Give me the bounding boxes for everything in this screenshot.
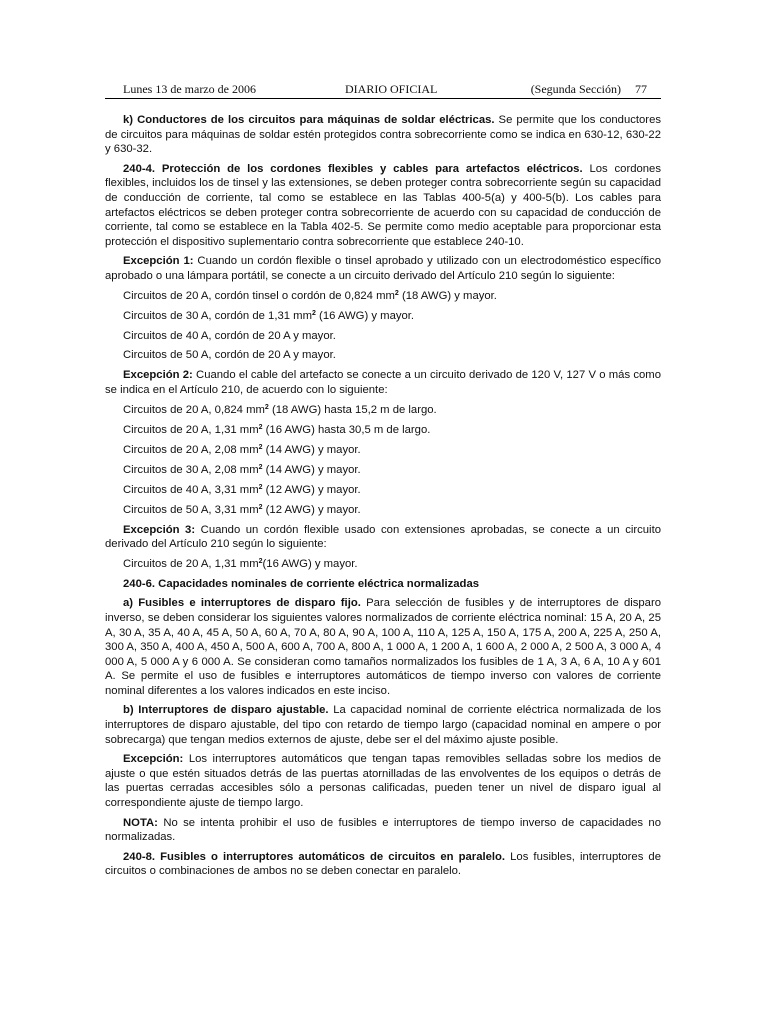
item-text-suffix: (16 AWG) y mayor. xyxy=(262,557,358,570)
item-text-suffix: (18 AWG) y mayor. xyxy=(398,289,497,302)
page-header xyxy=(105,82,661,99)
item-text: Circuitos de 20 A, 2,08 mm xyxy=(123,443,259,456)
item-text: Circuitos de 50 A, cordón de 20 A y mayor. xyxy=(123,349,336,362)
item-text-suffix: (12 AWG) y mayor. xyxy=(262,483,361,496)
paragraph-b-text: La capacidad nominal de corriente eléctrica normalizada de los interruptores de disparo ajustable, del tipo con retardo de tiempo largo (capacidad nominal en ampere o por sobrecarga) que tengan medios externos de ajuste, debe ser el del máximo ajuste posible. xyxy=(105,704,661,746)
paragraph-240-8 xyxy=(105,850,661,879)
item-superscript: 2 xyxy=(264,403,269,411)
item-text-suffix: (16 AWG) y mayor. xyxy=(315,309,415,322)
item-text-suffix: (12 AWG) y mayor. xyxy=(262,503,361,516)
item-superscript: 2 xyxy=(258,463,263,471)
exception-1-label: Excepción 1: xyxy=(123,255,194,268)
paragraph-b xyxy=(105,703,661,747)
item-text: Circuitos de 40 A, cordón de 20 A y mayor. xyxy=(123,329,336,342)
list-item xyxy=(105,348,661,363)
note xyxy=(105,816,661,845)
paragraph-a-text: Para selección de fusibles y de interruptores de disparo inverso, se deben considerar los siguientes valores normalizados de corriente eléctrica nominal: 15 A, 20 A, 25 A, 30 A, 35 A, 40 A, 45 A, 50 A, 60 A, 70 A, 80 A, 90 A, 100 A, 110 A, 125 A, 150 A, 175 A, 200 A, 225 A, 250 A, 300 A, 350 A, 400 A, 450 A, 500 A, 600 A, 700 A, 800 A, 1 000 A, 1 200 A, 1 600 A, 2 000 A, 2 500 A, 3 000 A, 4 000 A, 5 000 A y 6 000 A. Se consideran como tamaños normalizados los fusibles de 1 A, 3 A, 6 A, 10 A y 601 A. Se permite el uso de fusibles e interruptores automáticos de tiempo inverso con valores de corriente nominal diferentes a los valores indicados en este inciso. xyxy=(105,597,662,697)
paragraph-240-4-heading: 240-4. Protección de los cordones flexibles y cables para artefactos eléctricos. xyxy=(123,162,583,175)
item-superscript: 2 xyxy=(312,309,316,317)
paragraph-a-heading: a) Fusibles e interruptores de disparo fijo. xyxy=(123,597,361,610)
section-240-6-heading xyxy=(105,577,661,592)
item-text: Circuitos de 20 A, 1,31 mm xyxy=(123,557,259,570)
note-text: No se intenta prohibir el uso de fusibles e interruptores de tiempo inverso de capacidades no normalizadas. xyxy=(105,816,661,844)
paragraph-k-text: Se permite que los conductores de circuitos para máquinas de soldar estén protegidos contra sobrecorriente como se indica en 630-12, 630-22 y 630-32. xyxy=(105,114,661,156)
list-item xyxy=(105,423,661,438)
item-text: Circuitos de 20 A, 1,31 mm xyxy=(123,423,259,436)
exception-3 xyxy=(105,523,661,552)
item-text-suffix: (18 AWG) hasta 15,2 m de largo. xyxy=(268,403,437,416)
document-page xyxy=(105,82,661,884)
header-section: (Segunda Sección) xyxy=(530,82,621,96)
list-item xyxy=(105,483,661,498)
header-publication: DIARIO OFICIAL xyxy=(345,82,438,96)
item-text-suffix: (14 AWG) y mayor. xyxy=(262,463,361,476)
item-text: Circuitos de 30 A, 2,08 mm xyxy=(123,463,259,476)
item-text: Circuitos de 30 A, cordón de 1,31 mm xyxy=(123,309,313,322)
exception-b xyxy=(105,752,661,810)
exception-2 xyxy=(105,368,661,397)
exception-1-text: Cuando un cordón flexible o tinsel aprobado y utilizado con un electrodoméstico específico aprobado o una lámpara portátil, se conecte a un circuito derivado del Artículo 210 según lo siguiente: xyxy=(105,255,661,282)
item-superscript: 2 xyxy=(258,423,263,431)
item-text: Circuitos de 20 A, 0,824 mm xyxy=(123,403,265,416)
exception-b-text: Los interruptores automáticos que tengan tapas removibles selladas sobre los medios de ajuste o que estén situados detrás de las puertas atornilladas de las envolventes de los equipos o detrás de las puertas cerradas accesibles sólo a personas calificadas, pueden tener un nivel de disparo igual al correspondiente ajuste de tiempo largo. xyxy=(105,753,661,810)
paragraph-240-8-heading: 240-8. Fusibles o interruptores automáticos de circuitos en paralelo. xyxy=(123,850,506,863)
paragraph-240-4 xyxy=(105,162,661,250)
item-superscript: 2 xyxy=(258,483,263,491)
item-text-suffix: (16 AWG) hasta 30,5 m de largo. xyxy=(262,423,431,436)
list-item xyxy=(105,289,661,304)
list-item xyxy=(105,463,661,478)
list-item xyxy=(105,503,661,518)
header-date: Lunes 13 de marzo de 2006 xyxy=(123,82,256,96)
paragraph-240-4-text: Los cordones flexibles, incluidos los de tinsel y las extensiones, se deben proteger contra sobrecorriente según su capacidad de conducción de corriente, tal como se establece en las Tablas 400-5(a) y 400-5(b). Los cables para artefactos eléctricos se deben proteger contra sobrecorriente de acuerdo con su capacidad de conducción de corriente, tal como se establece en la Tabla 402-5. Se permite como medio aceptable para proporcionar esta protección el dispositivo suplementario contra sobrecorriente que establece 240-10. xyxy=(105,162,661,248)
exception-1 xyxy=(105,254,661,283)
item-text: Circuitos de 20 A, cordón tinsel o cordón de 0,824 mm xyxy=(123,289,395,302)
paragraph-k xyxy=(105,113,661,157)
note-label: NOTA: xyxy=(123,816,158,829)
paragraph-a xyxy=(105,596,661,698)
paragraph-k-heading: k) Conductores de los circuitos para máquinas de soldar eléctricas. xyxy=(123,114,495,126)
list-item xyxy=(105,557,661,572)
list-item xyxy=(105,403,661,418)
list-item xyxy=(105,309,661,324)
item-text: Circuitos de 40 A, 3,31 mm xyxy=(123,483,259,496)
item-superscript: 2 xyxy=(394,289,399,297)
section-heading-text: 240-6. Capacidades nominales de corriente eléctrica normalizadas xyxy=(123,577,480,590)
item-superscript: 2 xyxy=(258,443,263,451)
exception-3-label: Excepción 3: xyxy=(123,523,196,536)
list-item xyxy=(105,329,661,344)
exception-3-text: Cuando un cordón flexible usado con extensiones aprobadas, se conecte a un circuito derivado del Artículo 210 según lo siguiente: xyxy=(105,523,661,551)
item-text: Circuitos de 50 A, 3,31 mm xyxy=(123,503,259,516)
paragraph-240-8-text: Los fusibles, interruptores de circuitos o combinaciones de ambos no se deben conectar en paralelo. xyxy=(105,850,661,878)
item-superscript: 2 xyxy=(258,503,263,511)
item-superscript: 2 xyxy=(258,557,263,565)
item-text-suffix: (14 AWG) y mayor. xyxy=(262,443,361,456)
header-page-number: 77 xyxy=(635,82,647,96)
list-item xyxy=(105,443,661,458)
document-body xyxy=(105,113,661,879)
exception-b-label: Excepción: xyxy=(123,753,184,766)
paragraph-b-heading: b) Interruptores de disparo ajustable. xyxy=(123,704,329,717)
exception-2-text: Cuando el cable del artefacto se conecte a un circuito derivado de 120 V, 127 V o más como se indica en el Artículo 210, de acuerdo con lo siguiente: xyxy=(105,369,661,397)
exception-2-label: Excepción 2: xyxy=(123,369,193,382)
